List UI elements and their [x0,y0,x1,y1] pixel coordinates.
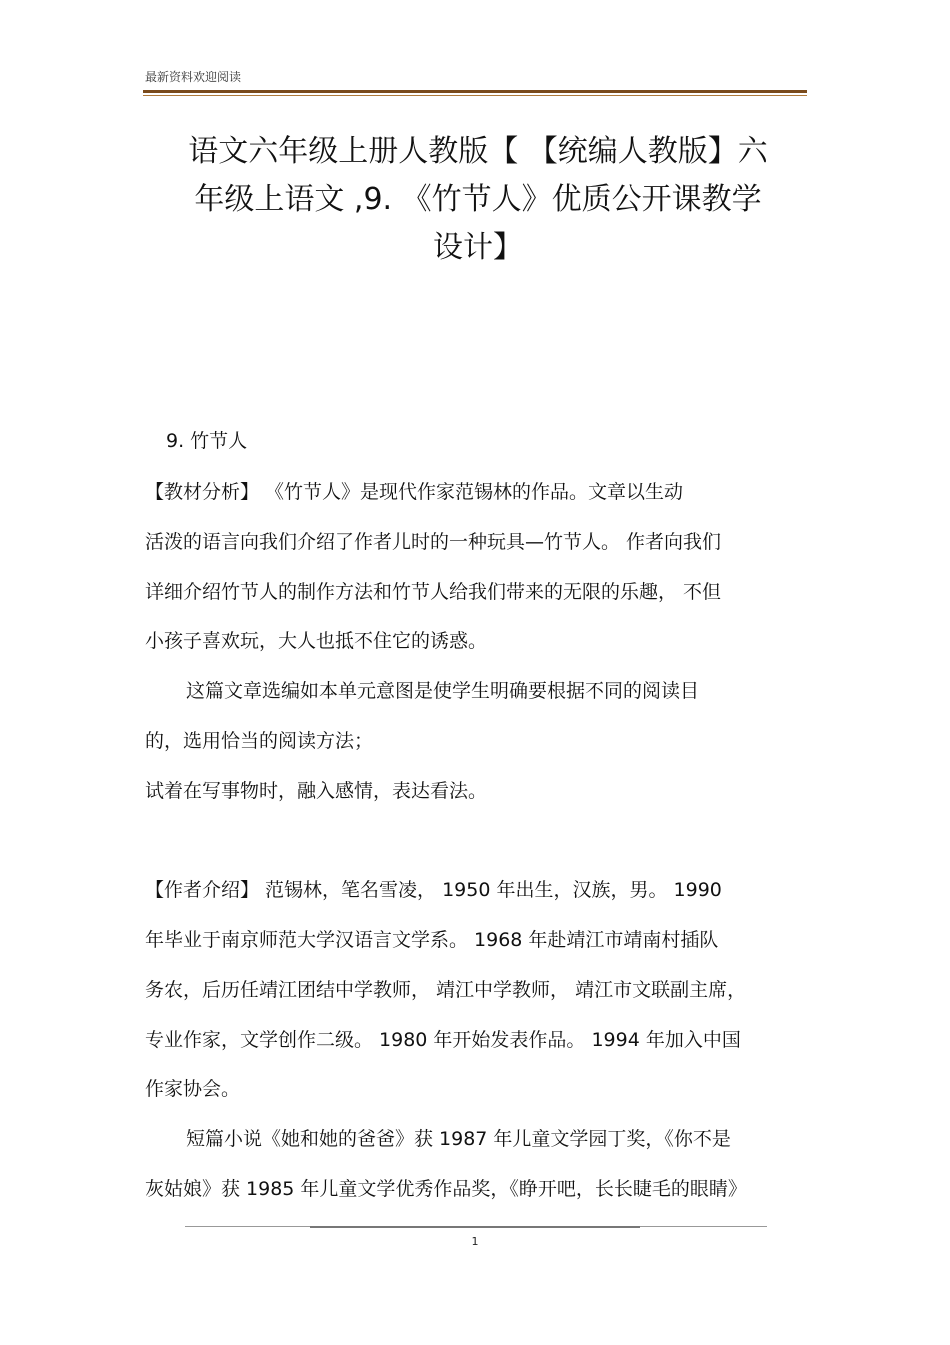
header-rule-thin [143,95,807,96]
header-rule-thick [143,90,807,93]
footer-rule-accent [310,1226,640,1228]
page-header-text: 最新资料欢迎阅读 [145,70,242,84]
body-line: 专业作家，文学创作二级。 1980 年开始发表作品。 1994 年加入中国 [145,1029,741,1051]
body-line: 活泼的语言向我们介绍了作者儿时的一种玩具—竹节人。 作者向我们 [145,531,722,553]
body-line: 详细介绍竹节人的制作方法和竹节人给我们带来的无限的乐趣， 不但 [145,581,722,603]
body-line: 短篇小说《她和她的爸爸》获 1987 年儿童文学园丁奖，《你不是 [186,1128,731,1150]
title-line-2: 年级上语文 ,9. 《竹节人》优质公开课教学 [194,182,762,217]
body-line: 【作者介绍】 范锡林，笔名雪凌， 1950 年出生，汉族，男。 1990 [145,879,722,901]
body-line: 小孩子喜欢玩，大人也抵不住它的诱惑。 [145,630,488,652]
body-line: 【教材分析】 《竹节人》是现代作家范锡林的作品。文章以生动 [145,481,684,503]
body-line: 务农，后历任靖江团结中学教师， 靖江中学教师， 靖江市文联副主席， [145,979,747,1001]
title-line-1: 语文六年级上册人教版【 【统编人教版】六 [188,134,768,169]
body-line: 这篇文章选编如本单元意图是使学生明确要根据不同的阅读目 [186,680,700,702]
page-number: 1 [471,1235,479,1248]
body-line: 年毕业于南京师范大学汉语言文学系。 1968 年赴靖江市靖南村插队 [145,929,719,951]
body-line: 作家协会。 [145,1078,241,1100]
body-line: 的，选用恰当的阅读方法； [145,730,374,752]
body-line: 灰姑娘》获 1985 年儿童文学优秀作品奖，《睁开吧，长长睫毛的眼睛》 [145,1178,747,1200]
document-title [140,128,816,272]
body-line: 试着在写事物时，融入感情，表达看法。 [145,780,488,802]
title-line-3: 设计】 [433,230,523,265]
lesson-heading: 9. 竹节人 [166,430,248,452]
